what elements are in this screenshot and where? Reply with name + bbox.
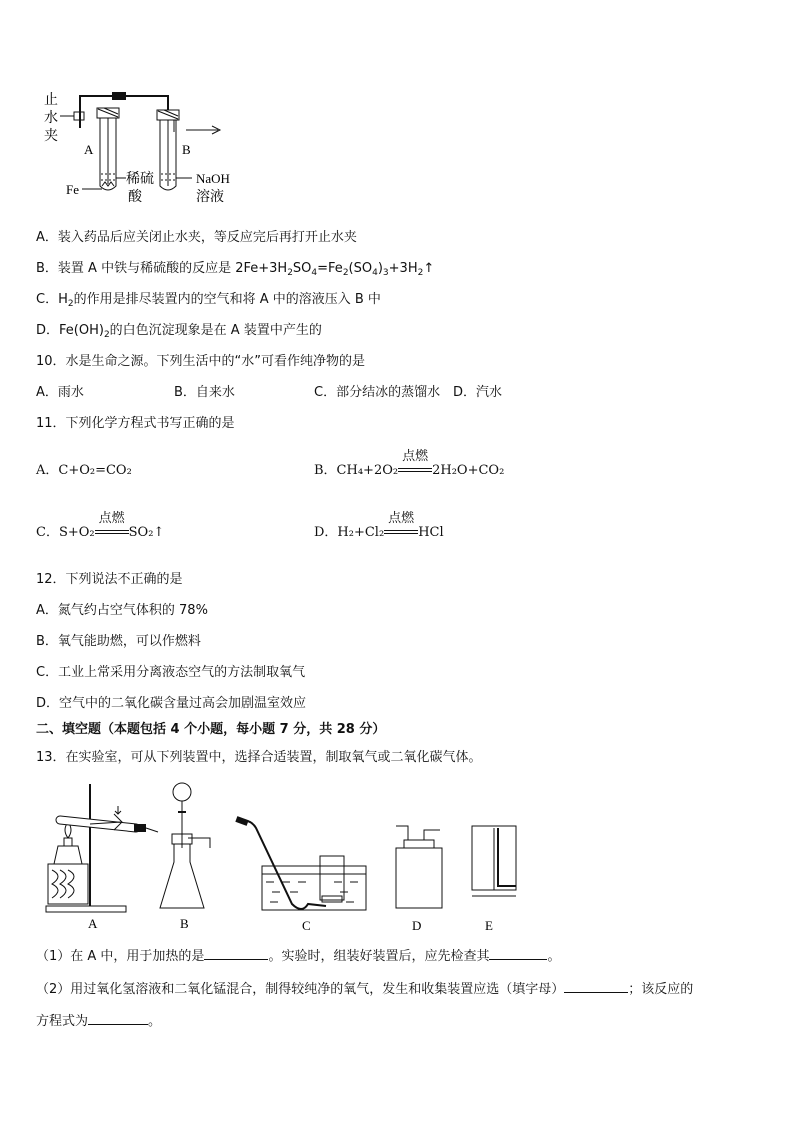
q9-d-post: 的白色沉淀现象是在 A 装置中产生的: [109, 323, 322, 338]
q9-option-c: C．$H_2$的作用是排尽装置内的空气和将 A 中的溶液压入 B 中: [36, 292, 381, 309]
label-c: C: [302, 918, 311, 933]
answer-blank-1[interactable]: [204, 946, 268, 960]
label-a: A: [88, 916, 98, 931]
condition-label: 点燃: [388, 511, 415, 526]
q11-c-condition: [95, 511, 129, 542]
q11-b-condition: [398, 449, 432, 480]
q9-option-d: D．$Fe(OH)_2$的白色沉淀现象是在 A 装置中产生的: [36, 323, 322, 340]
q10-option-b: B．自来水: [174, 385, 235, 400]
condition-label: 点燃: [98, 511, 125, 526]
q10-option-d: D．汽水: [453, 385, 503, 400]
acid-label-1: 稀硫: [126, 172, 154, 187]
q9-d-pre: D．Fe(OH): [36, 323, 104, 338]
label-d: D: [412, 918, 422, 933]
q13-part2: [36, 979, 693, 999]
q9-b-text: B．装置 A 中铁与稀硫酸的反应是 2Fe+3H: [36, 261, 288, 276]
q13-part1: [36, 946, 560, 966]
q10-option-a: A．雨水: [36, 385, 84, 400]
q13-part2-cont: [36, 1011, 161, 1031]
q12-option-c: C．工业上常采用分离液态空气的方法制取氧气: [36, 665, 306, 680]
q13-p1-c: 。: [547, 949, 561, 964]
q12-option-d: D．空气中的二氧化碳含量过高会加剧温室效应: [36, 696, 307, 711]
q11-b-right: 2H₂O+CO₂: [432, 463, 505, 478]
q11-option-c: [36, 511, 165, 542]
clamp-label-3: 夹: [44, 129, 58, 144]
q11-option-a: A．C+O₂=CO₂: [36, 463, 132, 478]
q11-d-condition: [384, 511, 418, 542]
apparatus-e: [472, 826, 516, 896]
q11-b-left: B．CH₄+2O₂: [314, 463, 399, 478]
label-e: E: [485, 918, 493, 933]
q10-stem: 10．水是生命之源。下列生活中的“水”可看作纯净物的是: [36, 354, 366, 369]
answer-blank-2[interactable]: [489, 946, 547, 960]
q11-c-right: SO₂↑: [128, 525, 165, 540]
q11-d-left: D．H₂+Cl₂: [314, 525, 385, 540]
q11-option-d: [314, 511, 444, 542]
q12-option-a: A．氮气约占空气体积的 78%: [36, 603, 208, 618]
section-heading: 二、填空题（本题包括 4 个小题，每小题 7 分，共 28 分）: [36, 722, 386, 737]
apparatus-c: [235, 816, 366, 910]
apparatus-a: [46, 784, 158, 912]
q11-stem: 11．下列化学方程式书写正确的是: [36, 416, 235, 431]
q9-c-pre: C．H: [36, 292, 68, 307]
q11-option-b: [314, 449, 505, 480]
apparatus-d: [396, 826, 442, 908]
q9-option-a: A．装入药品后应关闭止水夹，等反应完后再打开止水夹: [36, 230, 357, 245]
q12-option-b: B．氧气能助燃，可以作燃料: [36, 634, 201, 649]
answer-blank-3[interactable]: [564, 979, 628, 993]
naoh-label-1: NaOH: [196, 171, 230, 186]
q13-p2-c: 方程式为: [36, 1014, 89, 1029]
q9-c-post: 的作用是排尽装置内的空气和将 A 中的溶液压入 B 中: [73, 292, 381, 307]
fig-q9-apparatus: [38, 88, 238, 208]
label-b: B: [180, 916, 189, 931]
answer-blank-4[interactable]: [88, 1011, 148, 1025]
fe-label: Fe: [66, 182, 79, 197]
clamp-label-1: 止: [44, 93, 58, 108]
clamp-label-2: 水: [44, 111, 58, 126]
acid-label-2: 酸: [128, 190, 142, 205]
naoh-label-2: 溶液: [196, 190, 224, 205]
q13-p1-b: 。实验时，组装好装置后，应先检查其: [268, 949, 490, 964]
q13-stem: 13．在实验室，可从下列装置中，选择合适装置，制取氧气或二氧化碳气体。: [36, 750, 482, 765]
tube-b-label: B: [182, 142, 191, 157]
q9-option-b: B．装置 A 中铁与稀硫酸的反应是 $2Fe+3H_2SO_4=Fe_2(SO_4)_3+3H_2↑$: [36, 261, 435, 278]
condition-label: 点燃: [402, 449, 429, 464]
apparatus-b: [160, 783, 210, 908]
q12-stem: 12．下列说法不正确的是: [36, 572, 183, 587]
q13-p2-d: 。: [148, 1014, 162, 1029]
q13-p2-a: （2）用过氧化氢溶液和二氧化锰混合，制得较纯净的氧气，发生和收集装置应选（填字母）: [36, 982, 565, 997]
tube-a-label: A: [84, 142, 94, 157]
q11-d-right: HCl: [418, 525, 444, 540]
q10-option-c: C．部分结冰的蒸馏水: [314, 385, 441, 400]
fig-q13-apparatus: [40, 778, 540, 934]
q11-c-left: C．S+O₂: [36, 525, 95, 540]
q13-p2-b: ；该反应的: [628, 982, 694, 997]
q13-p1-a: （1）在 A 中，用于加热的是: [36, 949, 205, 964]
